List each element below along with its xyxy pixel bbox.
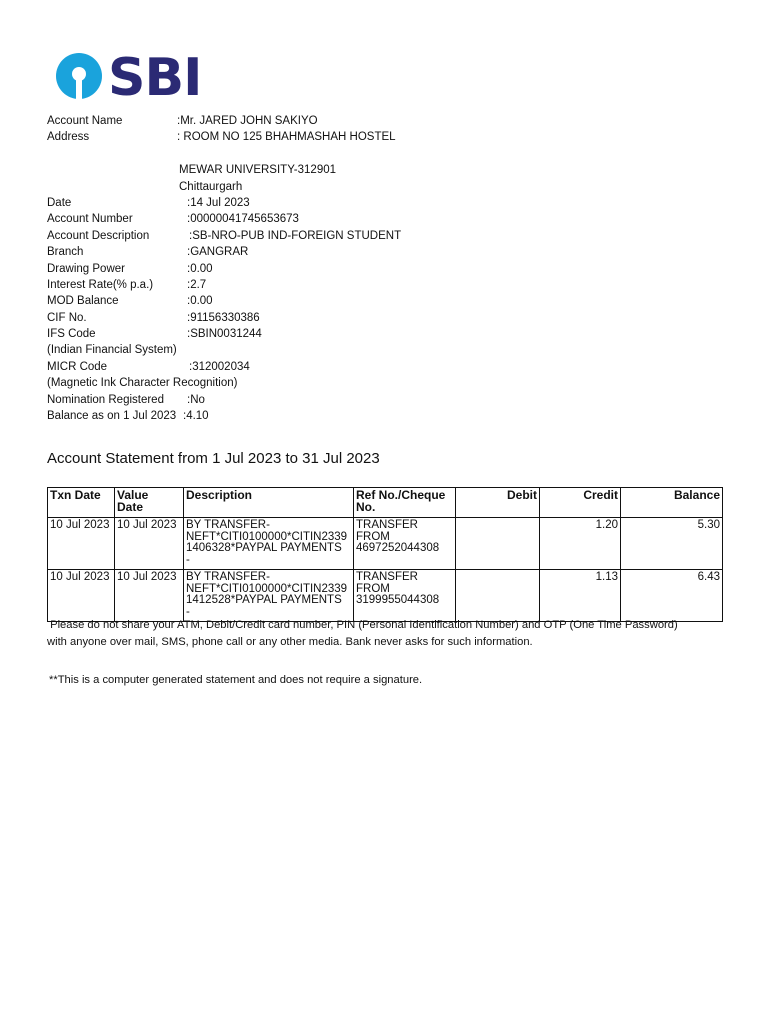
detail-label: Balance as on 1 Jul 2023 xyxy=(47,410,177,423)
col-txn-date: Txn Date xyxy=(48,488,115,518)
credit: 1.20 xyxy=(540,518,621,570)
transactions-table xyxy=(47,487,723,622)
detail-label: Nomination Registered xyxy=(47,393,164,406)
detail-value: :No xyxy=(187,393,205,406)
security-notice-line-1: Please do not share your ATM, Debit/Credit card number, PIN (Personal Identification Number) and OTP (One Time Password) xyxy=(47,619,678,631)
description: BY TRANSFER- NEFT*CITI0100000*CITIN2339 1406328*PAYPAL PAYMENTS - xyxy=(184,518,354,570)
security-notice-line-2: with anyone over mail, SMS, phone call or any other media. Bank never asks for such information. xyxy=(47,636,533,648)
value-date: 10 Jul 2023 xyxy=(115,518,184,570)
detail-label: Account Number xyxy=(47,213,133,226)
col-ref-no: Ref No./Cheque No. xyxy=(354,488,456,518)
detail-value: :0.00 xyxy=(187,262,213,275)
col-description: Description xyxy=(184,488,354,518)
balance: 5.30 xyxy=(621,518,723,570)
detail-value: MEWAR UNIVERSITY-312901 xyxy=(179,164,337,177)
table-header-row xyxy=(48,488,723,518)
detail-label: Drawing Power xyxy=(47,262,125,275)
detail-label: IFS Code xyxy=(47,328,96,341)
ref-no: TRANSFER FROM 3199955044308 xyxy=(354,570,456,622)
detail-label: Address xyxy=(47,131,90,144)
detail-value: :4.10 xyxy=(183,410,209,423)
detail-value: :Mr. JARED JOHN SAKIYO xyxy=(177,115,318,127)
footer-note: **This is a computer generated statement and does not require a signature. xyxy=(49,674,423,686)
detail-value: Chittaurgarh xyxy=(179,180,243,193)
detail-value: : ROOM NO 125 BHAHMASHAH HOSTEL xyxy=(177,131,396,144)
detail-label: Branch xyxy=(47,246,84,259)
detail-label: Account Name xyxy=(47,115,123,127)
value-date: 10 Jul 2023 xyxy=(115,570,184,622)
table-row xyxy=(48,570,723,622)
txn-date: 10 Jul 2023 xyxy=(48,570,115,622)
detail-value: :00000041745653673 xyxy=(187,213,299,226)
detail-label: (Indian Financial System) xyxy=(47,344,177,357)
ref-no: TRANSFER FROM 4697252044308 xyxy=(354,518,456,570)
detail-label: CIF No. xyxy=(47,311,87,324)
table-row xyxy=(48,518,723,570)
sbi-symbol-icon xyxy=(56,53,102,99)
logo-text: SBI xyxy=(108,48,202,108)
detail-value: :14 Jul 2023 xyxy=(187,196,250,209)
detail-value: :91156330386 xyxy=(187,311,260,324)
detail-label: MOD Balance xyxy=(47,295,119,308)
detail-value: :SBIN0031244 xyxy=(187,328,262,341)
col-balance: Balance xyxy=(621,488,723,518)
detail-value: :2.7 xyxy=(187,278,207,291)
txn-date: 10 Jul 2023 xyxy=(48,518,115,570)
detail-value: :312002034 xyxy=(189,360,250,373)
detail-value: :SB-NRO-PUB IND-FOREIGN STUDENT xyxy=(189,229,402,242)
statement-title: Account Statement from 1 Jul 2023 to 31 Jul 2023 xyxy=(47,450,380,467)
detail-label: MICR Code xyxy=(47,360,108,373)
balance: 6.43 xyxy=(621,570,723,622)
detail-value: :GANGRAR xyxy=(187,246,249,259)
sbi-logo xyxy=(56,48,202,108)
col-value-date: Value Date xyxy=(115,488,184,518)
detail-label: Account Description xyxy=(47,229,150,242)
debit xyxy=(456,518,540,570)
detail-label: Date xyxy=(47,196,72,209)
detail-label: (Magnetic Ink Character Recognition) xyxy=(47,377,238,390)
security-notice xyxy=(47,617,678,651)
detail-value: :0.00 xyxy=(187,295,213,308)
col-credit: Credit xyxy=(540,488,621,518)
credit: 1.13 xyxy=(540,570,621,622)
col-debit: Debit xyxy=(456,488,540,518)
detail-label: Interest Rate(% p.a.) xyxy=(47,278,154,291)
description: BY TRANSFER- NEFT*CITI0100000*CITIN2339 1412528*PAYPAL PAYMENTS - xyxy=(184,570,354,622)
debit xyxy=(456,570,540,622)
